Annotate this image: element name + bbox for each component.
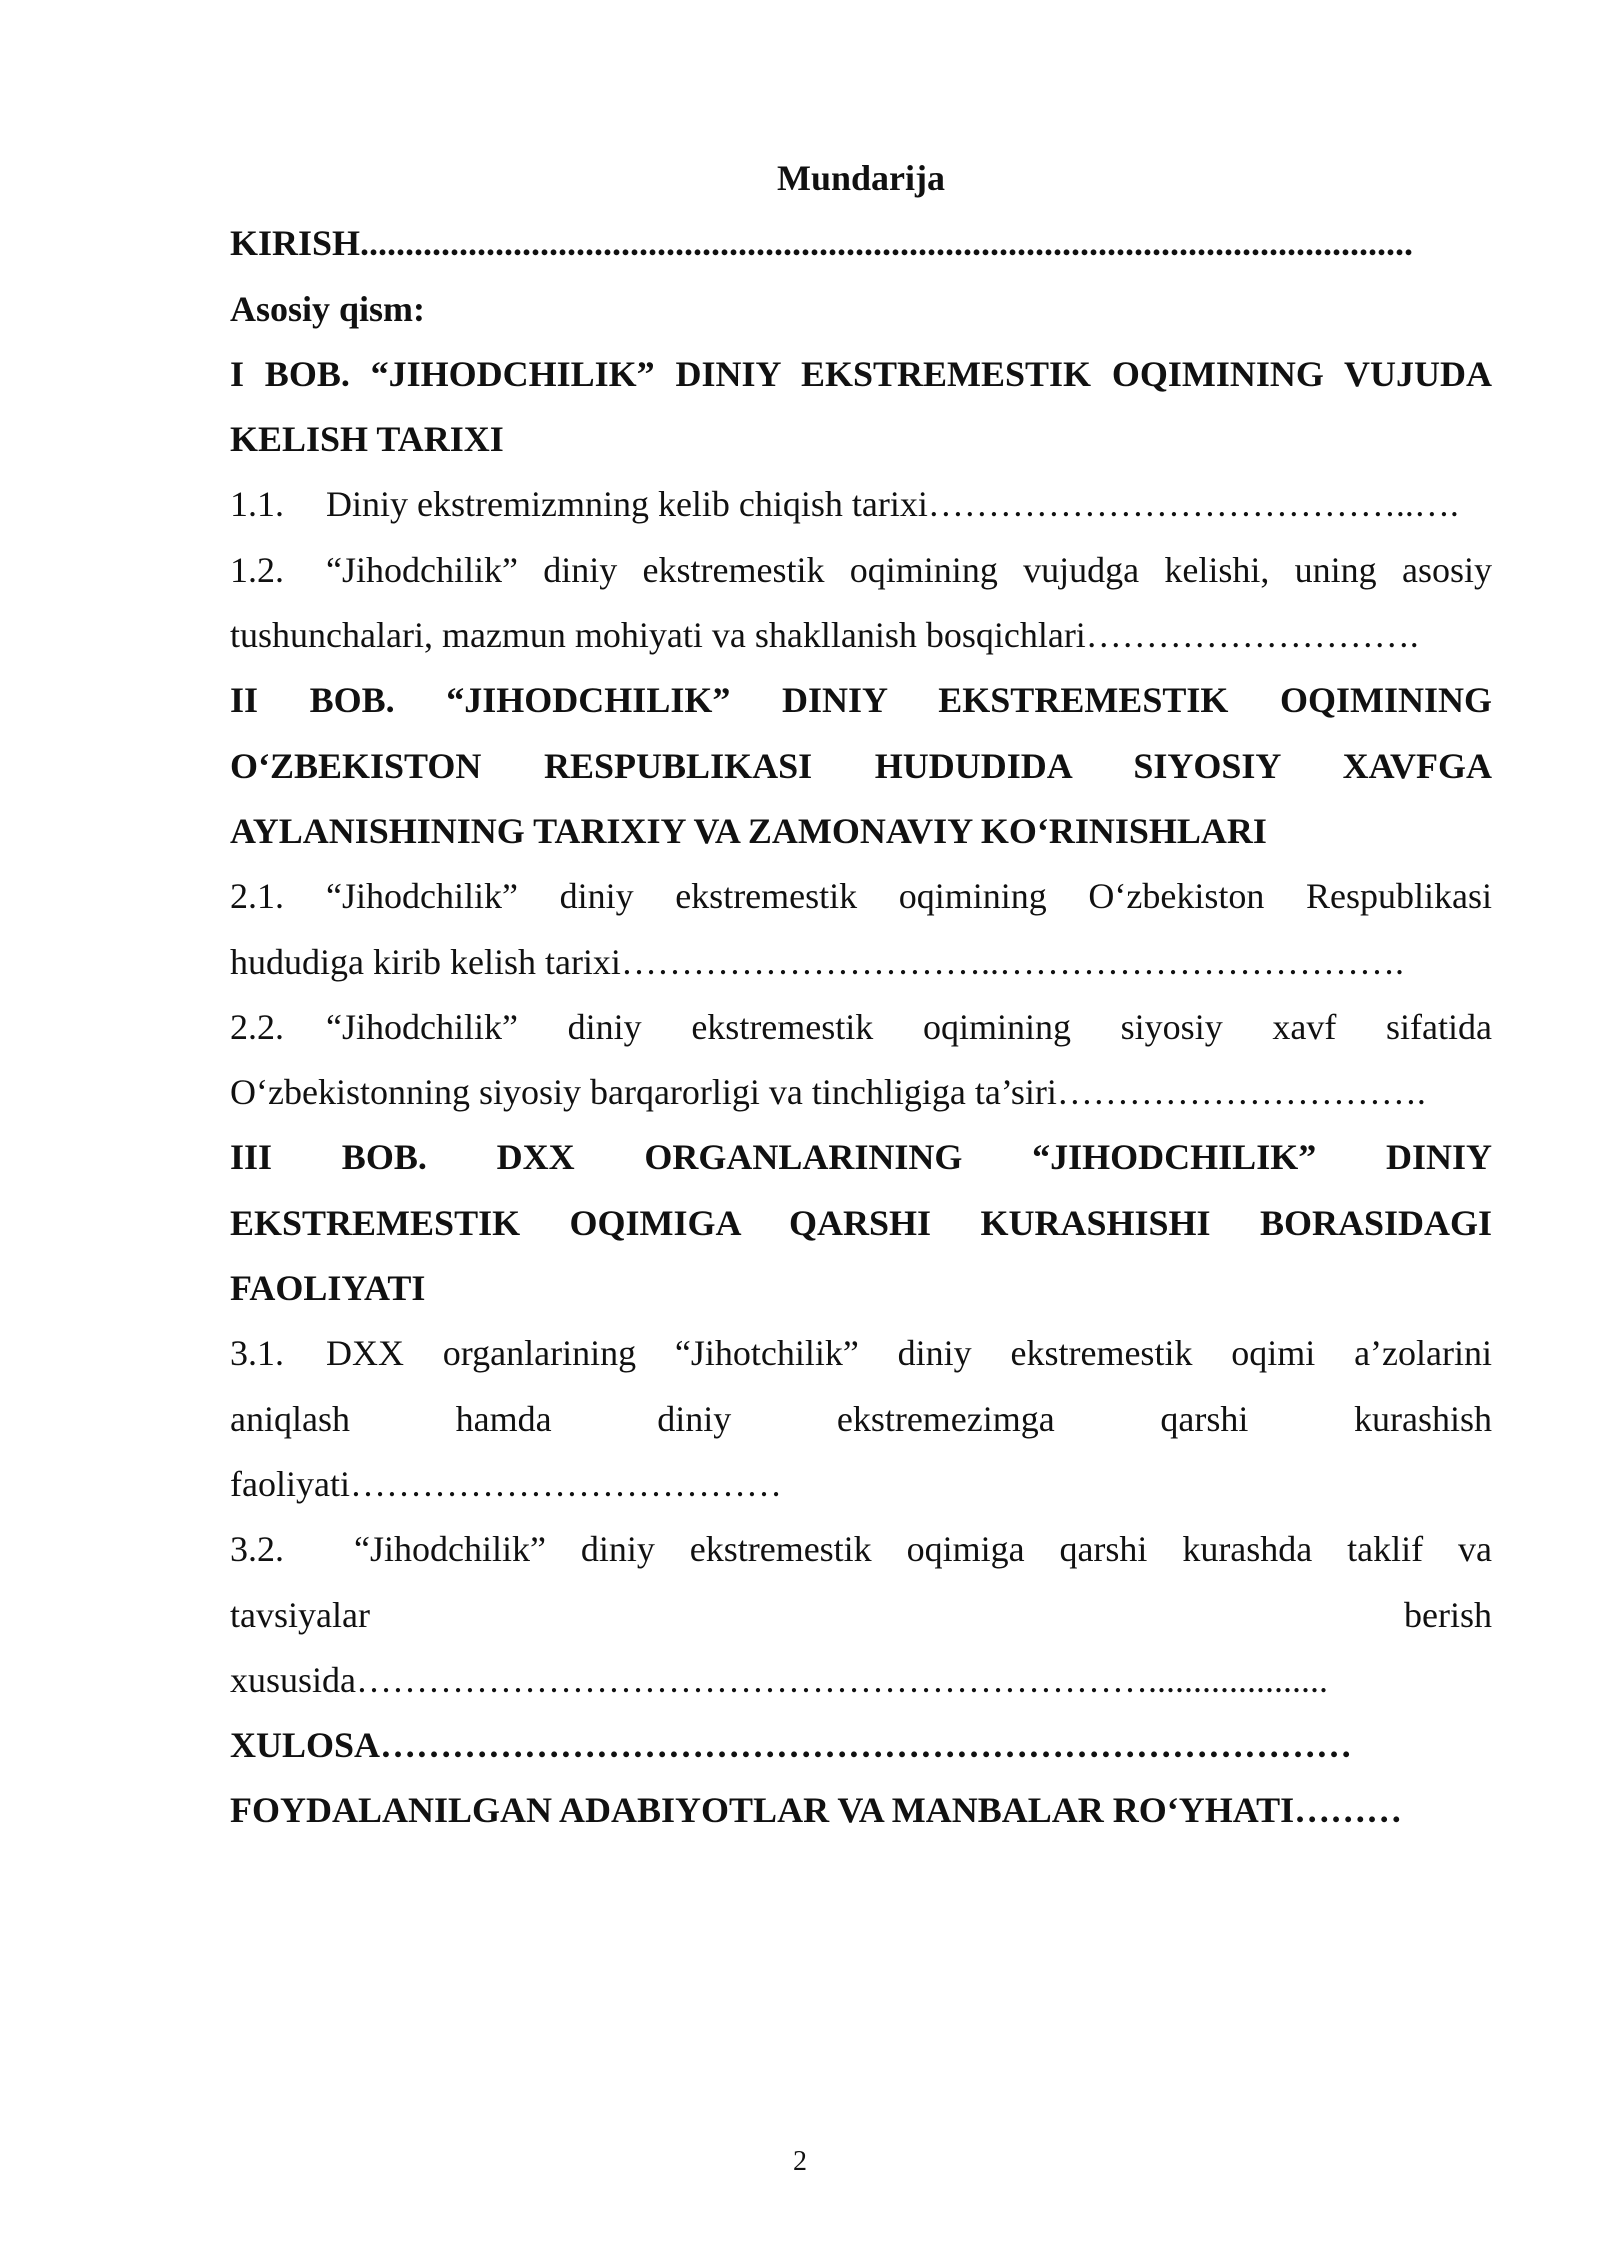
toc-section-2-1-line-2: hududiga kirib kelish tarixi…………………………..……………………………. (230, 941, 1404, 982)
toc-section-2-2-line-1 (230, 995, 1492, 1060)
toc-chapter-3-line-3: FAOLIYATI (230, 1268, 426, 1309)
section-title: “Jihodchilik” diniy ekstremestik oqimiga qarshi kurashda taklif va (354, 1529, 1492, 1570)
toc-chapter-1-line-2: KELISH TARIXI (230, 419, 504, 460)
toc-entry-asosiy: Asosiy qism: (230, 288, 426, 329)
toc-chapter-3-line-1: III BOB. DXX ORGANLARINING “JIHODCHILIK” DINIY (230, 1137, 1492, 1178)
toc-title: Mundarija (776, 158, 945, 198)
toc-section-3-2-line-2: tavsiyalar berish (230, 1594, 1492, 1635)
toc-chapter-3-line-2: EKSTREMESTIK OQIMIGA QARSHI KURASHISHI BORASIDAGI (230, 1202, 1492, 1243)
section-number: 3.1. (230, 1333, 284, 1374)
toc-section-2-1-line-1 (230, 864, 1492, 929)
toc-chapter-2-line-2: O‘ZBEKISTON RESPUBLIKASI HUDUDIDA SIYOSIY XAVFGA (230, 745, 1492, 786)
toc-entry-foydalanilgan: FOYDALANILGAN ADABIYOTLAR VA MANBALAR RO‘YHATI……… (230, 1790, 1403, 1831)
toc-chapter-2-line-3: AYLANISHINING TARIXIY VA ZAMONAVIY KO‘RINISHLARI (230, 810, 1267, 851)
toc-section-2-2-line-2: O‘zbekistonning siyosiy barqarorligi va tinchligiga ta’siri…………………………. (230, 1072, 1426, 1113)
section-title: “Jihodchilik” diniy ekstremestik oqimining siyosiy xavf sifatida (326, 1006, 1492, 1047)
toc-chapter-1-line-1: I BOB. “JIHODCHILIK” DINIY EKSTREMESTIK OQIMINING VUJUDA (230, 353, 1492, 394)
toc-entry-xulosa: XULOSA……………………………………………………………………… (230, 1725, 1353, 1766)
toc-chapter-2-line-1: II BOB. “JIHODCHILIK” DINIY EKSTREMESTIK OQIMINING (230, 680, 1492, 721)
toc-section-1-1 (230, 472, 1492, 537)
toc-section-3-1-line-2: aniqlash hamda diniy ekstremezimga qarshi kurashish (230, 1398, 1492, 1439)
page-number: 2 (793, 2146, 807, 2177)
section-title: DXX organlarining “Jihotchilik” diniy ekstremestik oqimi a’zolarini (326, 1333, 1492, 1374)
toc-section-3-1-line-3: faoliyati……………………………… (230, 1463, 782, 1504)
toc-entry-kirish: KIRISH..................................................................................................................... (230, 223, 1414, 264)
toc-section-3-2-line-3: xususida………………………………………………………….................... (230, 1659, 1328, 1700)
section-title: “Jihodchilik” diniy ekstremestik oqimining O‘zbekiston Respublikasi (326, 876, 1492, 917)
section-title: Diniy ekstremizmning kelib chiqish tarixi…………………………………..…. (326, 484, 1459, 525)
section-number: 2.1. (230, 876, 284, 917)
table-of-contents (230, 146, 1492, 1844)
section-number: 3.2. (230, 1529, 284, 1570)
section-number: 1.2. (230, 549, 284, 590)
toc-section-3-2-line-1 (230, 1517, 1492, 1582)
section-title: “Jihodchilik” diniy ekstremestik oqimining vujudga kelishi, uning asosiy (326, 549, 1492, 590)
toc-section-1-2-line-2: tushunchalari, mazmun mohiyati va shakllanish bosqichlari………………………. (230, 615, 1419, 656)
section-number: 2.2. (230, 1006, 284, 1047)
section-number: 1.1. (230, 484, 284, 525)
toc-section-3-1-line-1 (230, 1321, 1492, 1386)
toc-section-1-2-line-1 (230, 538, 1492, 603)
